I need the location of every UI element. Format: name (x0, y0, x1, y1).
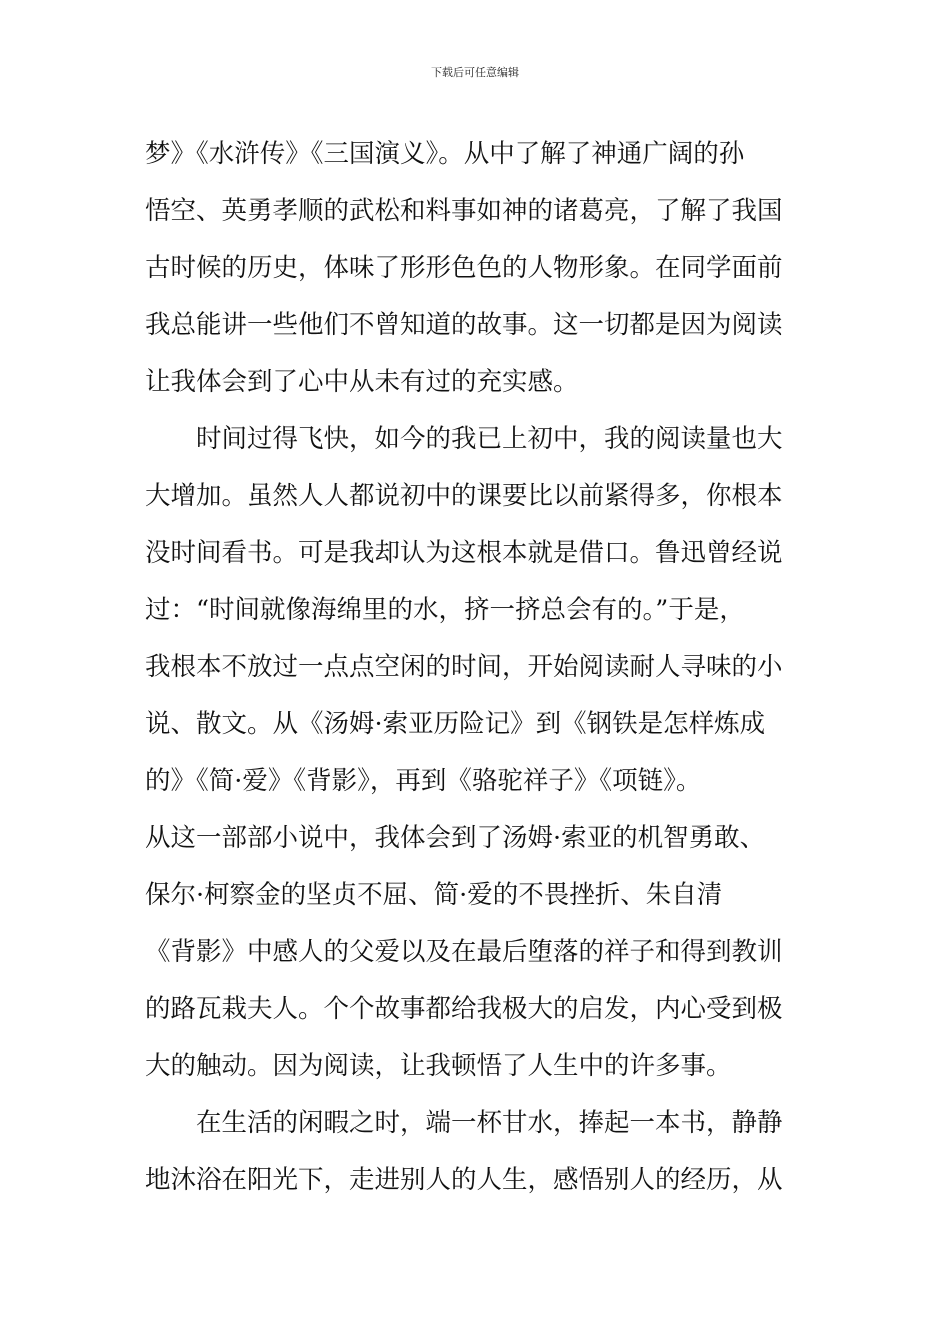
text-line: 大的触动。因为阅读，让我顿悟了人生中的许多事。 (145, 1051, 732, 1081)
text-line: 过：“时间就像海绵里的水，挤一挤总会有的。”于是， (145, 595, 745, 625)
text-line: 说、散文。从《汤姆·索亚历险记》到《钢铁是怎样炼成 (145, 709, 766, 739)
text-line: 的路瓦栽夫人。个个故事都给我极大的启发，内心受到极 (145, 994, 783, 1024)
text-line: 《背影》中感人的父爱以及在最后堕落的祥子和得到教训 (145, 937, 783, 967)
text-line: 地沐浴在阳光下，走进别人的人生，感悟别人的经历，从 (145, 1165, 783, 1195)
text-line: 我根本不放过一点点空闲的时间，开始阅读耐人寻味的小 (145, 652, 783, 682)
body-text (145, 126, 809, 1209)
text-line: 梦》《水浒传》《三国演义》。从中了解了神通广阔的孙 (145, 139, 745, 169)
page-header: 下载后可任意编辑 (431, 66, 519, 79)
text-line: 没时间看书。可是我却认为这根本就是借口。鲁迅曾经说 (145, 538, 783, 568)
text-line: 大增加。虽然人人都说初中的课要比以前紧得多，你根本 (145, 481, 783, 511)
text-line: 我总能讲一些他们不曾知道的故事。这一切都是因为阅读 (145, 310, 783, 340)
paragraph-first-line: 时间过得飞快，如今的我已上初中，我的阅读量也大 (196, 424, 783, 454)
text-line: 保尔·柯察金的坚贞不屈、简·爱的不畏挫折、朱自清 (145, 880, 723, 910)
paragraph-first-line: 在生活的闲暇之时，端一杯甘水，捧起一本书，静静 (196, 1108, 783, 1138)
text-line: 让我体会到了心中从未有过的充实感。 (145, 367, 579, 397)
text-line: 的》《简·爱》《背影》，再到《骆驼祥子》《项链》。 (145, 766, 702, 796)
text-line: 古时候的历史，体味了形形色色的人物形象。在同学面前 (145, 253, 783, 283)
text-line: 悟空、英勇孝顺的武松和料事如神的诸葛亮，了解了我国 (145, 196, 783, 226)
text-line: 从这一部部小说中，我体会到了汤姆·索亚的机智勇敢、 (145, 823, 766, 853)
